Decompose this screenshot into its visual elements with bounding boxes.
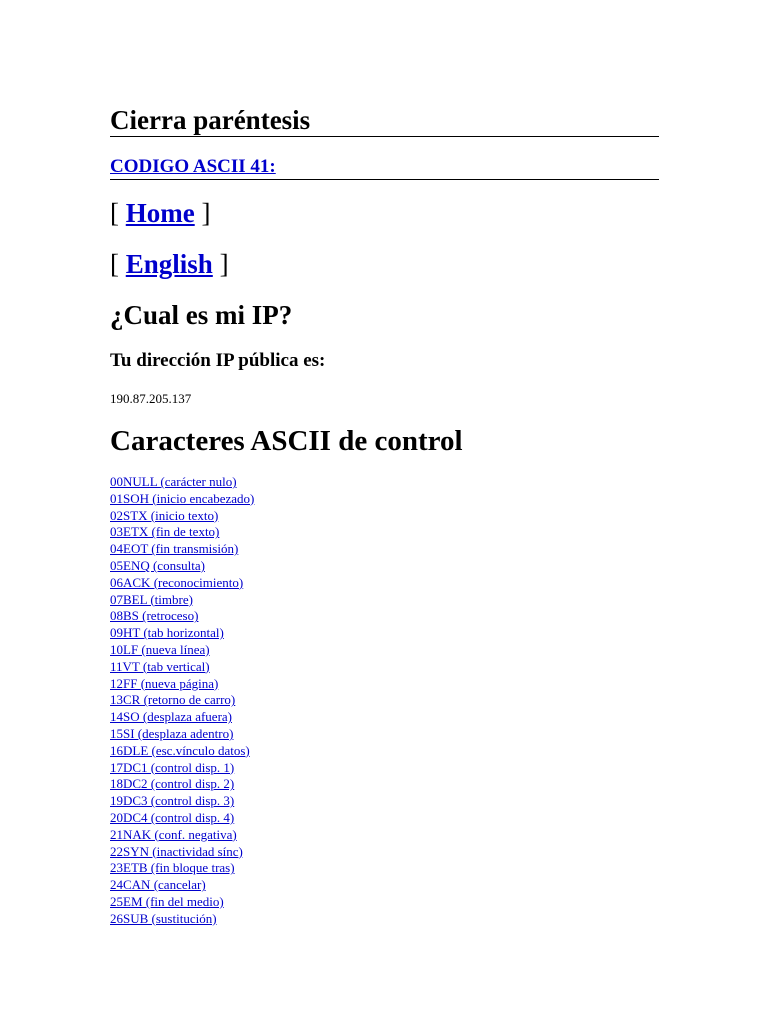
list-item [110, 642, 254, 659]
list-item [110, 860, 254, 877]
list-item [110, 608, 254, 625]
control-char-link[interactable]: 15SI (desplaza adentro) [110, 725, 234, 741]
nav-home-line [110, 197, 210, 229]
list-item [110, 575, 254, 592]
list-item [110, 827, 254, 844]
list-item [110, 810, 254, 827]
close-bracket: ] [219, 249, 229, 279]
control-char-link[interactable]: 23ETB (fin bloque tras) [110, 860, 235, 876]
list-item [110, 709, 254, 726]
control-char-link[interactable]: 26SUB (sustitución) [110, 910, 217, 926]
list-item [110, 558, 254, 575]
control-char-link[interactable]: 06ACK (reconocimiento) [110, 574, 244, 590]
list-item [110, 844, 254, 861]
control-char-link[interactable]: 10LF (nueva línea) [110, 641, 210, 657]
control-char-link[interactable]: 09HT (tab horizontal) [110, 625, 224, 641]
control-char-link[interactable]: 21NAK (conf. negativa) [110, 826, 237, 842]
control-char-link[interactable]: 05ENQ (consulta) [110, 557, 205, 573]
ascii-code-link[interactable]: CODIGO ASCII 41: [110, 156, 276, 177]
list-item [110, 743, 254, 760]
list-item [110, 676, 254, 693]
list-item [110, 776, 254, 793]
control-char-link[interactable]: 22SYN (inactividad sínc) [110, 843, 243, 859]
list-item [110, 659, 254, 676]
control-char-link[interactable]: 17DC1 (control disp. 1) [110, 759, 235, 775]
list-item [110, 877, 254, 894]
control-char-link[interactable]: 24CAN (cancelar) [110, 877, 206, 893]
control-char-link[interactable]: 02STX (inicio texto) [110, 507, 219, 523]
close-bracket: ] [201, 198, 211, 228]
list-item [110, 760, 254, 777]
control-chars-list [110, 474, 254, 928]
control-char-link[interactable]: 03ETX (fin de texto) [110, 524, 220, 540]
open-bracket: [ [110, 249, 119, 279]
home-link[interactable]: Home [125, 198, 195, 228]
list-item [110, 541, 254, 558]
control-char-link[interactable]: 07BEL (timbre) [110, 591, 193, 607]
list-item [110, 726, 254, 743]
open-bracket: [ [110, 198, 119, 228]
list-item [110, 474, 254, 491]
control-char-link[interactable]: 20DC4 (control disp. 4) [110, 809, 235, 825]
control-char-link[interactable]: 00NULL (carácter nulo) [110, 474, 237, 489]
control-char-link[interactable]: 19DC3 (control disp. 3) [110, 793, 235, 809]
ascii-code-heading [110, 155, 659, 180]
list-item [110, 793, 254, 810]
control-char-link[interactable]: 12FF (nueva página) [110, 675, 219, 691]
list-item [110, 491, 254, 508]
english-link[interactable]: English [125, 249, 213, 279]
control-char-link[interactable]: 13CR (retorno de carro) [110, 692, 236, 708]
ip-label: Tu dirección IP pública es: [110, 350, 326, 371]
list-item [110, 592, 254, 609]
control-char-link[interactable]: 25EM (fin del medio) [110, 893, 224, 909]
control-char-link[interactable]: 04EOT (fin transmisión) [110, 541, 239, 557]
control-char-link[interactable]: 01SOH (inicio encabezado) [110, 490, 255, 506]
ip-value: 190.87.205.137 [110, 391, 192, 406]
control-char-link[interactable]: 08BS (retroceso) [110, 608, 199, 624]
list-item [110, 692, 254, 709]
control-char-link[interactable]: 14SO (desplaza afuera) [110, 709, 232, 725]
ip-heading: ¿Cual es mi IP? [110, 300, 293, 330]
list-item [110, 524, 254, 541]
page-title: Cierra paréntesis [110, 104, 659, 137]
list-item [110, 508, 254, 525]
list-item [110, 911, 254, 928]
control-char-link[interactable]: 18DC2 (control disp. 2) [110, 776, 235, 792]
control-char-link[interactable]: 16DLE (esc.vínculo datos) [110, 742, 250, 758]
control-chars-heading: Caracteres ASCII de control [110, 425, 463, 457]
list-item [110, 625, 254, 642]
control-char-link[interactable]: 11VT (tab vertical) [110, 658, 210, 674]
nav-english-line [110, 248, 229, 280]
list-item [110, 894, 254, 911]
